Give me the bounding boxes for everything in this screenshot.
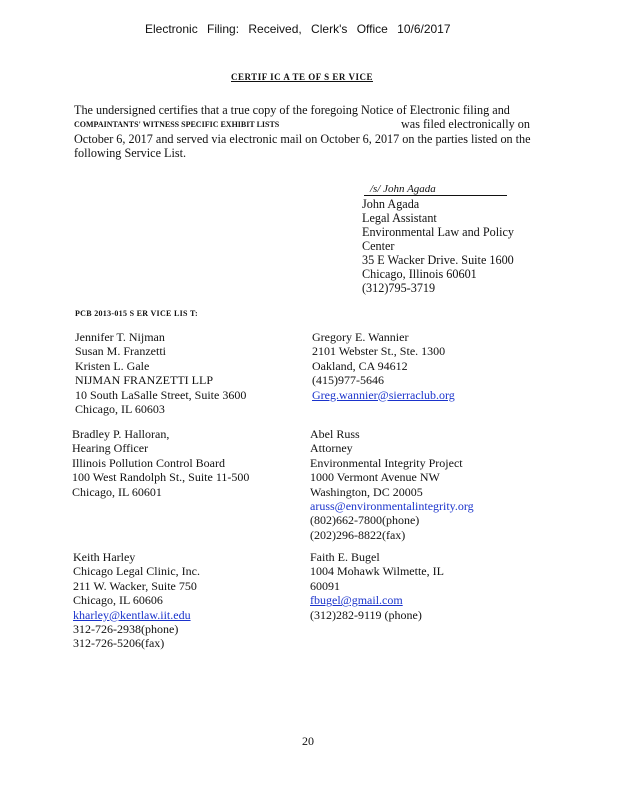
party-line: Oakland, CA 94612 xyxy=(312,358,408,373)
certification-line-1: The undersigned certifies that a true copy of the foregoing Notice of Electronic filing and xyxy=(74,103,510,117)
party-halloran xyxy=(72,427,249,499)
party-line: Kristen L. Gale xyxy=(75,358,150,373)
party-line: Keith Harley xyxy=(73,550,136,564)
party-line: (312)282-9119 (phone) xyxy=(310,607,422,622)
party-line: Chicago, IL 60603 xyxy=(75,402,165,417)
party-line: Jennifer T. Nijman xyxy=(75,330,165,344)
party-line: Susan M. Franzetti xyxy=(75,344,166,359)
party-email-link[interactable]: Greg.wannier@sierraclub.org xyxy=(312,387,455,402)
party-line: 312-726-2938(phone) xyxy=(73,622,179,637)
party-line: (802)662-7800(phone) xyxy=(310,513,420,528)
party-line: Attorney xyxy=(310,441,353,456)
party-line: NIJMAN FRANZETTI LLP xyxy=(75,373,213,388)
party-line: 100 West Randolph St., Suite 11-500 xyxy=(72,470,250,485)
signature-line: /s/ John Agada xyxy=(364,183,507,196)
signature-phone: (312)795-3719 xyxy=(362,281,436,295)
party-nijman xyxy=(75,330,246,416)
party-line: Gregory E. Wannier xyxy=(312,330,409,344)
party-line: 312-726-5206(fax) xyxy=(73,636,165,651)
certification-line-3: October 6, 2017 and served via electronic mail on October 6, 2017 on the parties listed on the xyxy=(74,132,531,146)
party-line: 1004 Mohawk Wilmette, IL xyxy=(310,564,444,579)
signature-org: Environmental Law and Policy xyxy=(362,225,514,239)
signature-block xyxy=(362,197,514,295)
party-bugel xyxy=(310,550,444,622)
signature-address: 35 E Wacker Drive. Suite 1600 xyxy=(362,253,514,267)
page-title: CERTIF IC A TE OF S ER VICE xyxy=(231,72,373,82)
certification-line-4: following Service List. xyxy=(74,146,187,160)
party-line: Hearing Officer xyxy=(72,441,149,456)
party-email-link[interactable]: aruss@environmentalintegrity.org xyxy=(310,499,474,514)
certification-line-2: was filed electronically on xyxy=(401,117,530,131)
signature-city: Chicago, Illinois 60601 xyxy=(362,267,477,281)
party-line: 10 South LaSalle Street, Suite 3600 xyxy=(75,387,247,402)
party-line: Washington, DC 20005 xyxy=(310,484,423,499)
signature-title: Legal Assistant xyxy=(362,211,437,225)
party-line: (415)977-5646 xyxy=(312,373,384,388)
party-line: Faith E. Bugel xyxy=(310,550,380,564)
party-line: Environmental Integrity Project xyxy=(310,455,463,470)
party-line: 211 W. Wacker, Suite 750 xyxy=(73,578,197,593)
party-line: 1000 Vermont Avenue NW xyxy=(310,470,440,485)
party-harley xyxy=(73,550,200,651)
party-line: Chicago Legal Clinic, Inc. xyxy=(73,564,200,579)
party-line: 60091 xyxy=(310,578,340,593)
signature-name: John Agada xyxy=(362,197,420,211)
party-line: Chicago, IL 60601 xyxy=(72,484,162,499)
party-email-link[interactable]: kharley@kentlaw.iit.edu xyxy=(73,607,191,622)
party-line: (202)296-8822(fax) xyxy=(310,527,406,542)
party-line: Chicago, IL 60606 xyxy=(73,593,163,608)
party-line: Bradley P. Halloran, xyxy=(72,427,170,441)
party-email-link[interactable]: fbugel@gmail.com xyxy=(310,593,403,608)
filing-header: Electronic Filing: Received, Clerk's Office 10/6/2017 xyxy=(145,22,451,36)
page-number: 20 xyxy=(302,734,314,748)
party-wannier xyxy=(312,330,455,402)
party-line: 2101 Webster St., Ste. 1300 xyxy=(312,344,446,359)
party-russ xyxy=(310,427,474,542)
service-list-title: PCB 2013-015 S ER VICE LIS T: xyxy=(75,309,198,318)
certification-doc-title: COMPAINTANTS' WITNESS SPECIFIC EXHIBIT LISTS xyxy=(74,120,280,129)
party-line: Illinois Pollution Control Board xyxy=(72,455,226,470)
signature-org-2: Center xyxy=(362,239,395,253)
party-line: Abel Russ xyxy=(310,427,360,441)
